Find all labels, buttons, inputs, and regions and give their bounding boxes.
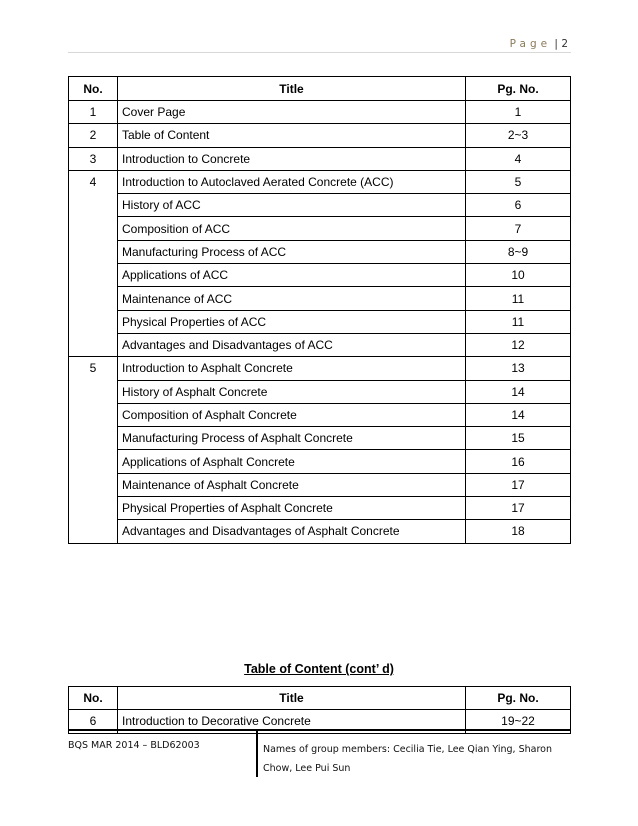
- row-number: 4: [69, 170, 118, 356]
- table-header-row: [69, 687, 571, 710]
- row-page-number: 14: [466, 403, 571, 426]
- row-page-number: 17: [466, 497, 571, 520]
- row-title: Applications of ACC: [118, 264, 466, 287]
- row-title: Introduction to Concrete: [118, 147, 466, 170]
- row-page-number: 13: [466, 357, 571, 380]
- row-page-number: 2~3: [466, 124, 571, 147]
- row-page-number: 5: [466, 170, 571, 193]
- row-title: Physical Properties of Asphalt Concrete: [118, 497, 466, 520]
- row-page-number: 4: [466, 147, 571, 170]
- table-body: [69, 101, 571, 544]
- table-row: [69, 427, 571, 450]
- column-header-no: No.: [69, 77, 118, 101]
- column-header-title: Title: [118, 77, 466, 101]
- table-row: [69, 380, 571, 403]
- row-title: Composition of ACC: [118, 217, 466, 240]
- table-row: [69, 333, 571, 356]
- row-number: 6: [69, 710, 118, 733]
- table-of-content-continued: [68, 686, 571, 734]
- column-header-no: No.: [69, 687, 118, 710]
- row-number: 1: [69, 101, 118, 124]
- row-title: Introduction to Autoclaved Aerated Concrete (ACC): [118, 170, 466, 193]
- row-title: Manufacturing Process of Asphalt Concrete: [118, 427, 466, 450]
- row-title: Advantages and Disadvantages of Asphalt Concrete: [118, 520, 466, 543]
- column-header-pg: Pg. No.: [466, 77, 571, 101]
- row-title: History of ACC: [118, 194, 466, 217]
- row-page-number: 12: [466, 333, 571, 356]
- page-header: [510, 38, 568, 50]
- row-title: Introduction to Asphalt Concrete: [118, 357, 466, 380]
- table-row: [69, 357, 571, 380]
- footer-divider: [256, 731, 258, 777]
- page-separator: |: [554, 38, 558, 50]
- row-title: History of Asphalt Concrete: [118, 380, 466, 403]
- table-row: [69, 264, 571, 287]
- row-page-number: 18: [466, 520, 571, 543]
- row-page-number: 6: [466, 194, 571, 217]
- table-row: [69, 170, 571, 193]
- row-page-number: 14: [466, 380, 571, 403]
- row-page-number: 1: [466, 101, 571, 124]
- table-row: [69, 101, 571, 124]
- table-row: [69, 124, 571, 147]
- row-number: 2: [69, 124, 118, 147]
- page-label: Page: [509, 38, 552, 50]
- table-row: [69, 217, 571, 240]
- table-row: [69, 520, 571, 543]
- row-title: Maintenance of Asphalt Concrete: [118, 473, 466, 496]
- row-page-number: 7: [466, 217, 571, 240]
- row-page-number: 8~9: [466, 240, 571, 263]
- table-header-row: [69, 77, 571, 101]
- row-page-number: 10: [466, 264, 571, 287]
- row-page-number: 19~22: [466, 710, 571, 733]
- header-rule: [68, 52, 571, 53]
- row-title: Advantages and Disadvantages of ACC: [118, 333, 466, 356]
- column-header-title: Title: [118, 687, 466, 710]
- row-number: 5: [69, 357, 118, 543]
- row-page-number: 15: [466, 427, 571, 450]
- row-title: Maintenance of ACC: [118, 287, 466, 310]
- column-header-pg: Pg. No.: [466, 687, 571, 710]
- row-title: Physical Properties of ACC: [118, 310, 466, 333]
- table-row: [69, 450, 571, 473]
- table-row: [69, 497, 571, 520]
- row-page-number: 11: [466, 287, 571, 310]
- table-row: [69, 240, 571, 263]
- row-title: Applications of Asphalt Concrete: [118, 450, 466, 473]
- footer-rule: [68, 729, 571, 731]
- row-title: Composition of Asphalt Concrete: [118, 403, 466, 426]
- row-page-number: 11: [466, 310, 571, 333]
- table-row: [69, 194, 571, 217]
- row-page-number: 17: [466, 473, 571, 496]
- toc-cont-heading: Table of Content (cont’ d): [244, 662, 394, 676]
- table-row: [69, 147, 571, 170]
- row-title: Cover Page: [118, 101, 466, 124]
- row-title: Manufacturing Process of ACC: [118, 240, 466, 263]
- table-row: [69, 473, 571, 496]
- row-title: Table of Content: [118, 124, 466, 147]
- table-of-content: [68, 76, 571, 544]
- table-row: [69, 403, 571, 426]
- table-row: [69, 310, 571, 333]
- row-title: Introduction to Decorative Concrete: [118, 710, 466, 733]
- page-number: 2: [561, 38, 568, 50]
- row-page-number: 16: [466, 450, 571, 473]
- row-number: 3: [69, 147, 118, 170]
- table-row: [69, 287, 571, 310]
- footer-course: BQS MAR 2014 – BLD62003: [68, 740, 200, 751]
- footer-members: Names of group members: Cecilia Tie, Lee Qian Ying, Sharon Chow, Lee Pui Sun: [263, 744, 552, 774]
